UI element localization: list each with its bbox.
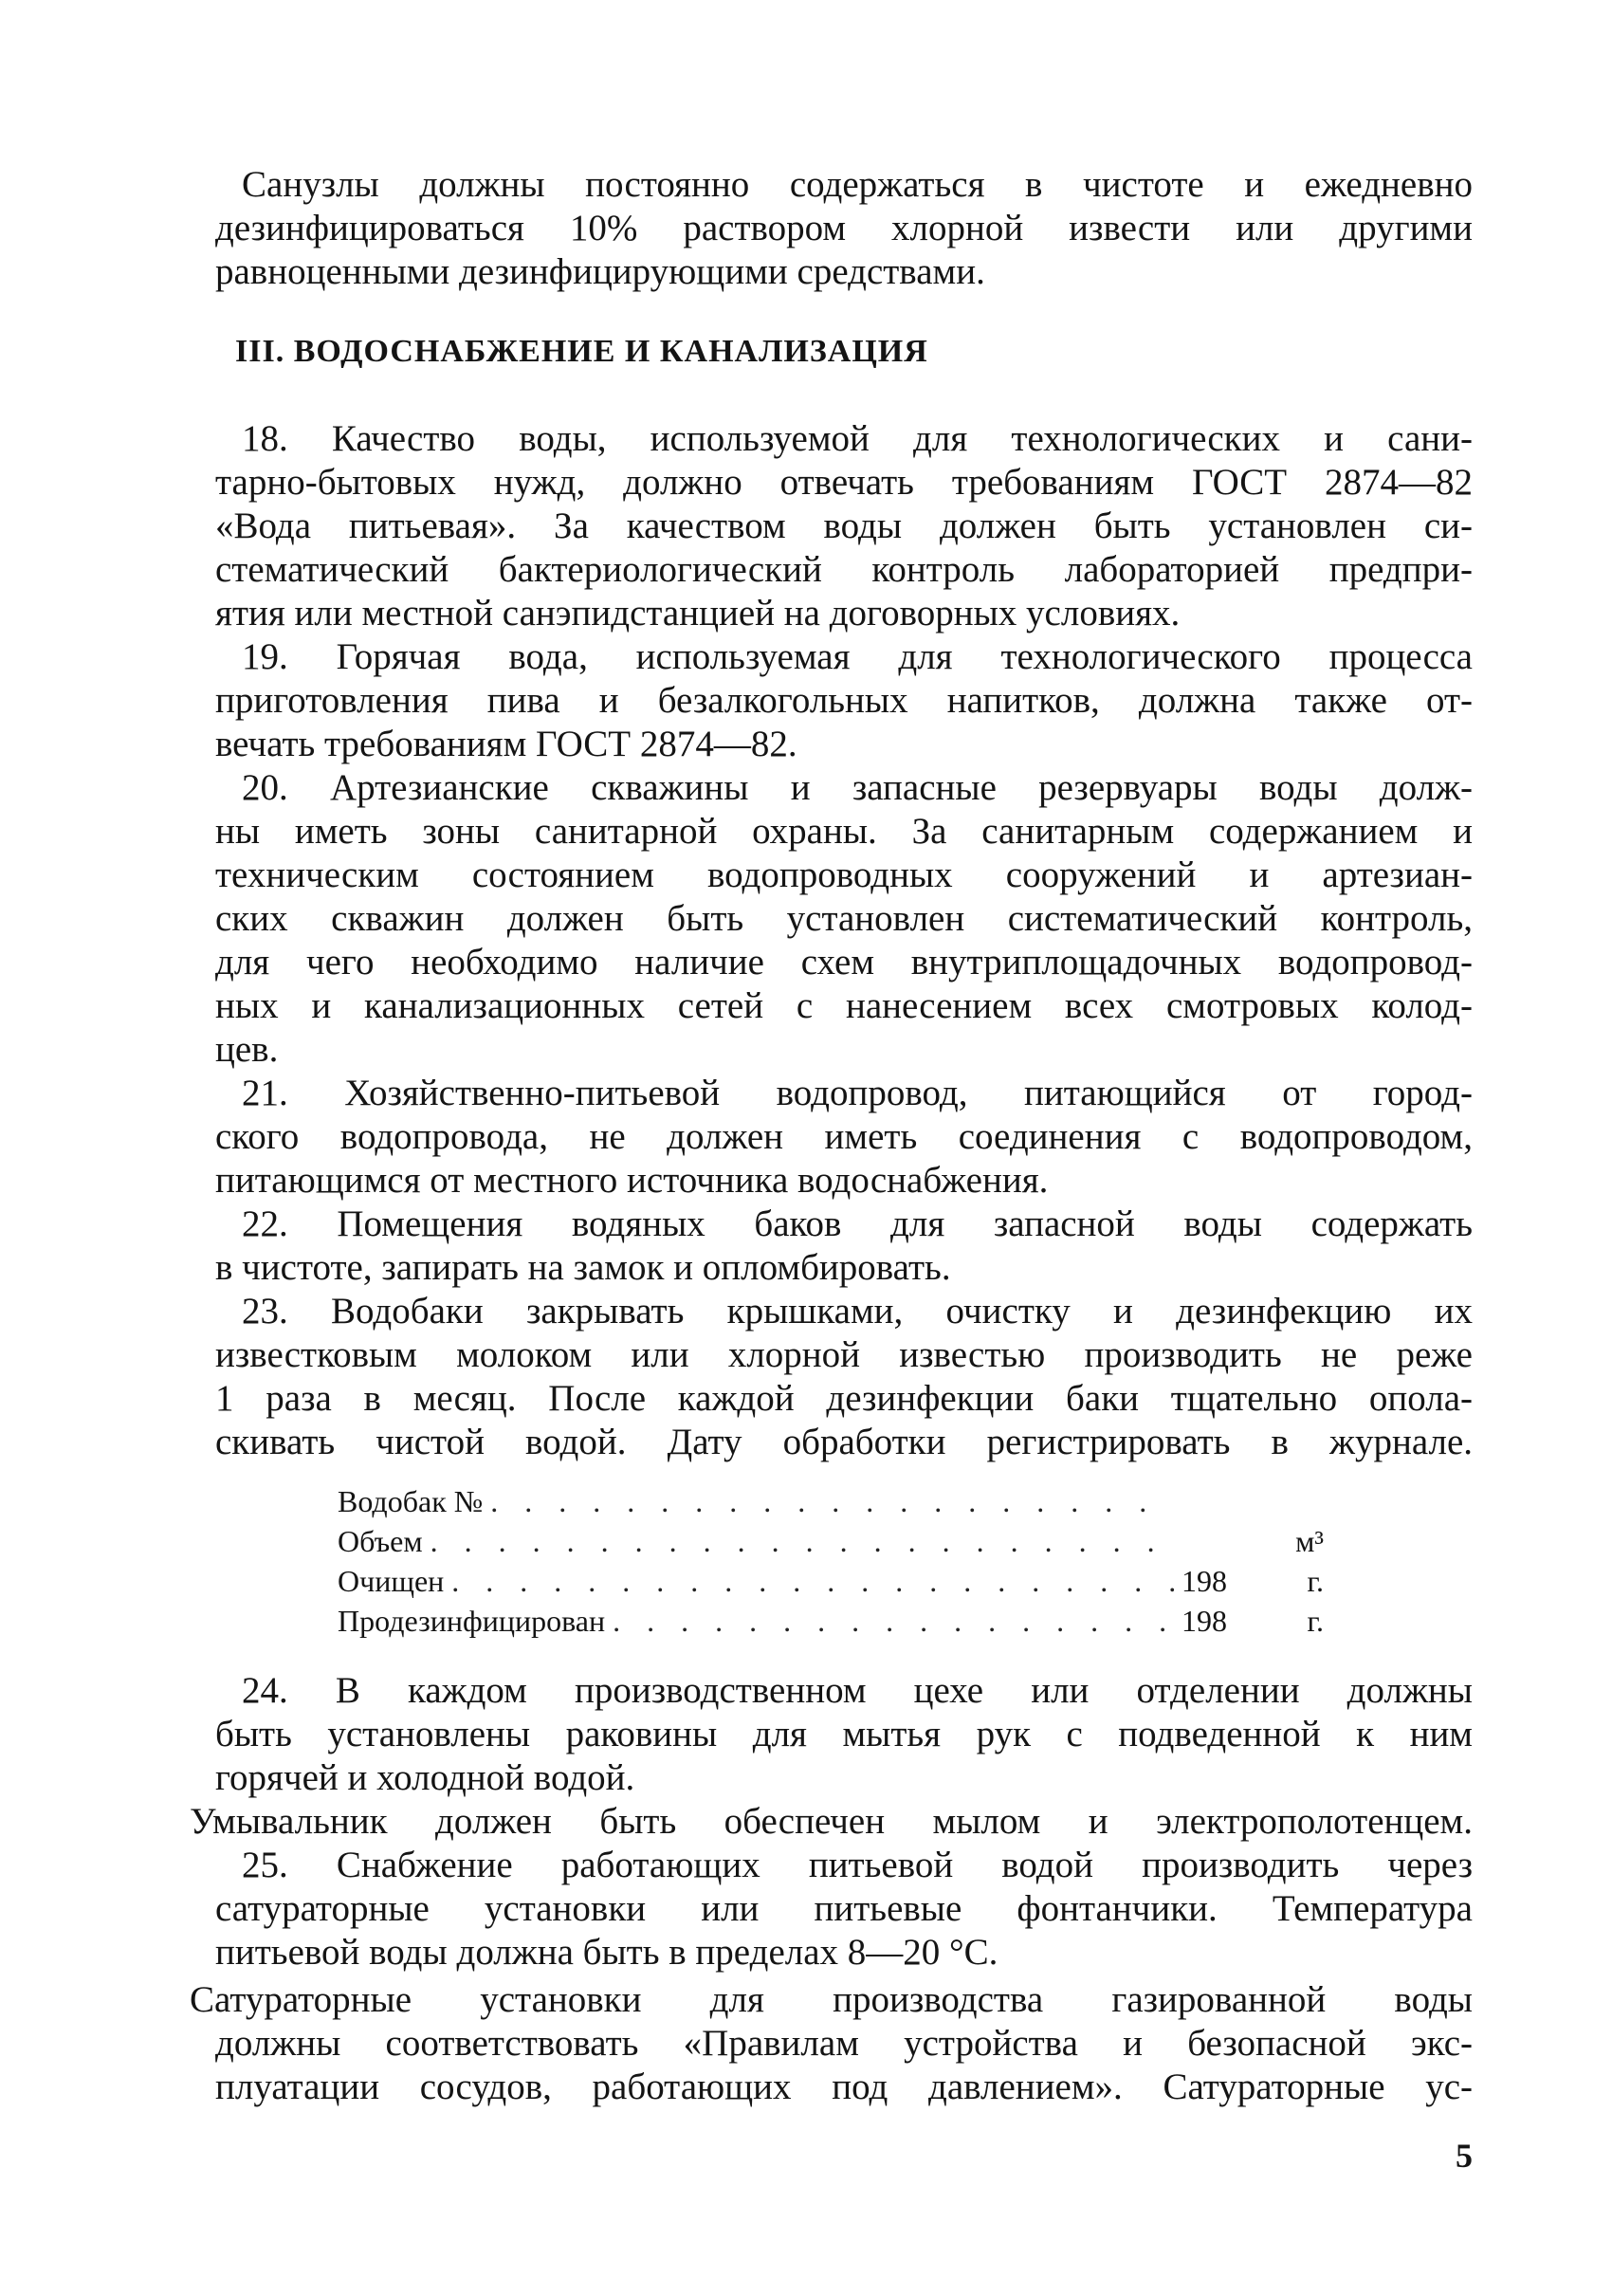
lower-line-6: сатураторные установки или питьевые фонтанчики. Температура <box>215 1888 1473 1929</box>
body-line-4: стематический бактериологический контроль лабораторией предпри- <box>215 549 1473 590</box>
body-line-11: техническим состоянием водопроводных сооружений и артезиан- <box>215 854 1473 895</box>
body-line-23: 1 раза в месяц. После каждой дезинфекции баки тщательно опола- <box>215 1378 1473 1419</box>
form-unit: г. <box>1307 1604 1324 1638</box>
body-line-24: скивать чистой водой. Дату обработки регистрировать в журнале. <box>215 1422 1473 1462</box>
section-heading: III. ВОДОСНАБЖЕНИЕ И КАНАЛИЗАЦИЯ <box>235 334 928 369</box>
body-line-5: ятия или местной санэпидстанцией на договорных условиях. <box>215 593 1181 634</box>
form-label: Продезинфицирован <box>338 1604 606 1638</box>
lower-line-4: Умывальник должен быть обеспечен мылом и электрополотенцем. <box>190 1801 1473 1842</box>
lower-line-9: должны соответствовать «Правилам устройства и безопасной экс- <box>215 2023 1473 2064</box>
form-year: 198 <box>1182 1604 1227 1638</box>
body-line-3: «Вода питьевая». За качеством воды должен быть установлен си- <box>215 505 1473 546</box>
tank-register-form <box>338 1481 1324 1641</box>
lower-line-10: плуатации сосудов, работающих под давлением». Сатураторные ус- <box>215 2066 1473 2107</box>
form-row-tank-number <box>338 1481 1324 1521</box>
body-line-7: приготовления пива и безалкогольных напитков, должна также от- <box>215 680 1473 721</box>
form-row-volume <box>338 1521 1324 1561</box>
form-unit: г. <box>1307 1564 1324 1598</box>
body-line-2: тарно-бытовых нужд, должно отвечать требованиям ГОСТ 2874—82 <box>215 462 1473 503</box>
intro-line-2: дезинфицироваться 10% раствором хлорной извести или другими <box>215 208 1473 248</box>
body-line-9: 20. Артезианские скважины и запасные резервуары воды долж- <box>242 767 1473 808</box>
body-line-13: для чего необходимо наличие схем внутриплощадочных водопровод- <box>215 942 1473 983</box>
dot-leader <box>430 1521 1174 1561</box>
lower-line-1: 24. В каждом производственном цехе или отделении должны <box>242 1670 1473 1711</box>
intro-line-3: равноценными дезинфицирующими средствами. <box>215 251 985 292</box>
form-label: Объем <box>338 1524 423 1558</box>
body-line-14: ных и канализационных сетей с нанесением всех смотровых колод- <box>215 985 1473 1026</box>
dot-leader <box>613 1601 1174 1641</box>
body-line-15: цев. <box>215 1029 279 1070</box>
body-line-18: питающимся от местного источника водоснабжения. <box>215 1160 1049 1201</box>
body-line-21: 23. Водобаки закрывать крышками, очистку и дезинфекцию их <box>242 1291 1473 1332</box>
form-row-disinfected <box>338 1601 1324 1641</box>
lower-line-7: питьевой воды должна быть в пределах 8—20 °С. <box>215 1932 998 1973</box>
lower-line-8: Сатураторные установки для производства газированной воды <box>190 1979 1473 2020</box>
intro-line-1: Санузлы должны постоянно содержаться в чистоте и ежедневно <box>242 164 1473 205</box>
lower-line-5: 25. Снабжение работающих питьевой водой производить через <box>242 1845 1473 1885</box>
body-line-20: в чистоте, запирать на замок и опломбировать. <box>215 1247 951 1288</box>
body-line-6: 19. Горячая вода, используемая для технологического процесса <box>242 636 1473 677</box>
lower-line-3: горячей и холодной водой. <box>215 1757 635 1798</box>
body-line-1: 18. Качество воды, используемой для технологических и сани- <box>242 418 1473 459</box>
body-line-12: ских скважин должен быть установлен систематический контроль, <box>215 898 1473 939</box>
body-line-10: ны иметь зоны санитарной охраны. За санитарным содержанием и <box>215 811 1473 852</box>
form-label: Водобак № <box>338 1484 484 1518</box>
form-year: 198 <box>1182 1564 1227 1598</box>
form-label: Очищен <box>338 1564 445 1598</box>
dot-leader <box>451 1561 1174 1601</box>
body-line-16: 21. Хозяйственно-питьевой водопровод, питающийся от город- <box>242 1073 1473 1113</box>
form-row-cleaned <box>338 1561 1324 1601</box>
body-line-17: ского водопровода, не должен иметь соединения с водопроводом, <box>215 1116 1473 1157</box>
body-line-22: известковым молоком или хлорной известью производить не реже <box>215 1334 1473 1375</box>
lower-line-2: быть установлены раковины для мытья рук с подведенной к ним <box>215 1714 1473 1754</box>
body-line-8: вечать требованиям ГОСТ 2874—82. <box>215 724 797 764</box>
body-line-19: 22. Помещения водяных баков для запасной воды содержать <box>242 1203 1473 1244</box>
page-number: 5 <box>1456 2137 1473 2175</box>
form-unit: м³ <box>1295 1524 1324 1558</box>
dot-leader <box>490 1481 1174 1521</box>
